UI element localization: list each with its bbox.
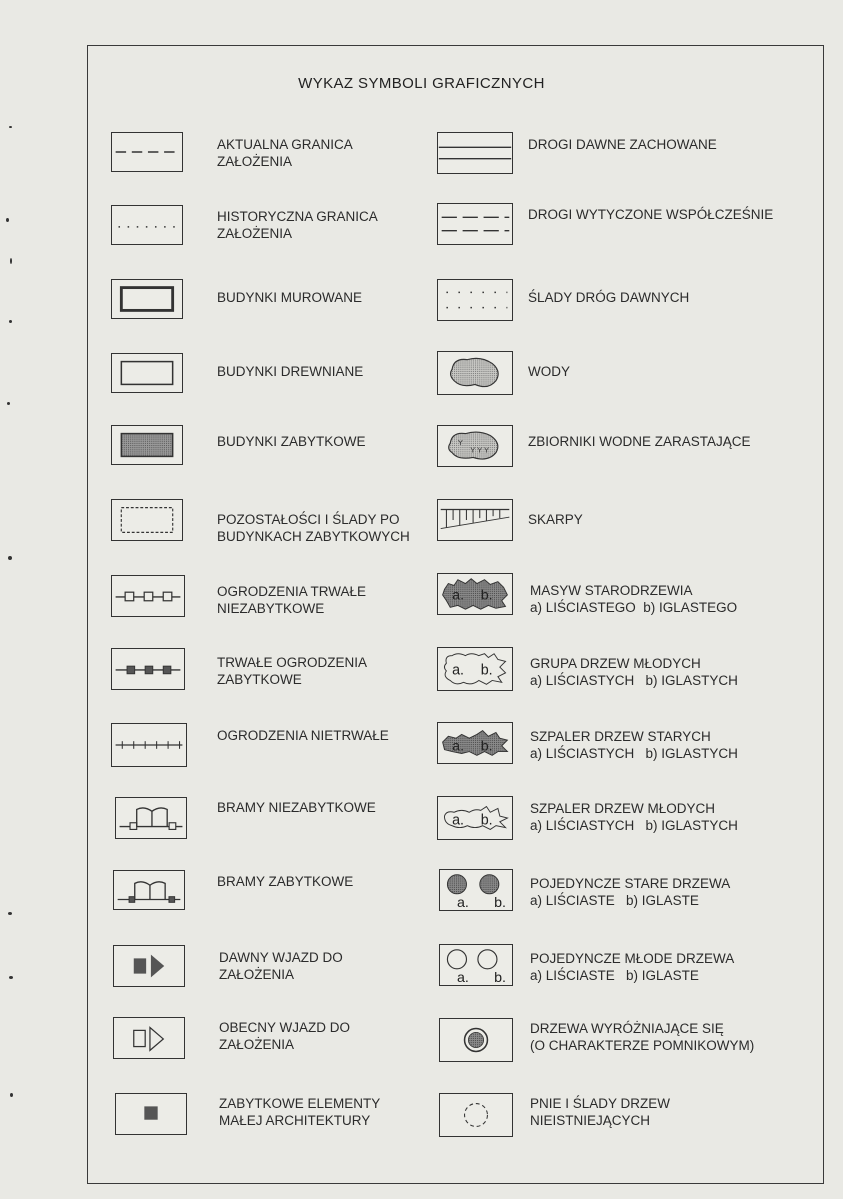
svg-text:b.: b. <box>494 895 507 910</box>
legend-label: ZBIORNIKI WODNE ZARASTAJĄCE <box>528 434 751 449</box>
legend-label: WODY <box>528 364 570 379</box>
scan-speck <box>8 556 12 560</box>
legend-label: BRAMY NIEZABYTKOWE <box>217 800 376 815</box>
svg-text:a.: a. <box>452 738 465 755</box>
svg-text:a.: a. <box>452 587 465 604</box>
small-architecture-icon <box>115 1093 187 1135</box>
svg-text:b.: b. <box>494 970 507 985</box>
legend-label: BUDYNKI DREWNIANE <box>217 364 364 379</box>
legend-label: DRZEWA WYRÓŻNIAJĄCE SIĘ (O CHARAKTERZE POMNIKOWYM) <box>530 1021 755 1053</box>
current-entrance-icon <box>113 1017 185 1059</box>
svg-text:a.: a. <box>452 662 465 679</box>
legend-label: POZOSTAŁOŚCI I ŚLADY PO BUDYNKACH ZABYTKOWYCH <box>217 512 410 544</box>
scan-speck <box>8 912 12 915</box>
dotted-boundary-icon <box>111 205 183 245</box>
scan-speck <box>9 976 13 979</box>
legend-label: DROGI DAWNE ZACHOWANE <box>528 137 717 152</box>
gate-icon <box>115 797 187 839</box>
old-stand-icon <box>437 573 513 615</box>
legend-label: SZPALER DRZEW MŁODYCH a) LIŚCIASTYCH b) IGLASTYCH <box>530 801 738 833</box>
scan-speck <box>10 1093 13 1097</box>
monument-tree-icon <box>439 1018 513 1062</box>
legend-label: AKTUALNA GRANICA ZAŁOŻENIA <box>217 137 353 169</box>
legend-label: BUDYNKI ZABYTKOWE <box>217 434 366 449</box>
legend-label: TRWAŁE OGRODZENIA ZABYTKOWE <box>217 655 368 687</box>
wooden-building-icon <box>111 353 183 393</box>
overgrown-pond-icon <box>437 425 513 467</box>
scan-speck <box>7 402 10 405</box>
svg-text:a.: a. <box>452 812 465 829</box>
road-traces-icon <box>437 279 513 321</box>
single-old-tree-icon <box>439 869 513 911</box>
historic-gate-icon <box>113 870 185 910</box>
legend-label: GRUPA DRZEW MŁODYCH a) LIŚCIASTYCH b) IGLASTYCH <box>530 656 738 688</box>
water-icon <box>437 351 513 395</box>
masonry-building-icon <box>111 279 183 319</box>
legend-label: DAWNY WJAZD DO ZAŁOŻENIA <box>219 950 343 982</box>
legend-label: MASYW STARODRZEWIA a) LIŚCIASTEGO b) IGLASTEGO <box>530 583 738 615</box>
legend-label: OGRODZENIA TRWAŁE NIEZABYTKOWE <box>217 584 367 616</box>
historic-fence-icon <box>111 648 185 690</box>
legend-label: ZABYTKOWE ELEMENTY MAŁEJ ARCHITEKTURY <box>219 1096 381 1128</box>
svg-text:b.: b. <box>480 662 493 679</box>
historic-building-icon <box>111 425 183 465</box>
former-entrance-icon <box>113 945 185 987</box>
scan-speck <box>10 258 12 264</box>
svg-text:Y Y Y: Y Y Y <box>470 445 490 455</box>
legend-label: POJEDYNCZE MŁODE DRZEWA a) LIŚCIASTE b) IGLASTE <box>530 951 735 983</box>
scan-speck <box>9 320 12 323</box>
legend-label: PNIE I ŚLADY DRZEW NIEISTNIEJĄCYCH <box>530 1096 671 1128</box>
svg-text:b.: b. <box>480 738 493 755</box>
svg-text:a.: a. <box>456 895 469 910</box>
legend-label: POJEDYNCZE STARE DRZEWA a) LIŚCIASTE b) IGLASTE <box>530 876 731 908</box>
old-road-icon <box>437 132 513 174</box>
young-row-icon <box>437 796 513 840</box>
legend-label: SZPALER DRZEW STARYCH a) LIŚCIASTYCH b) IGLASTYCH <box>530 729 738 761</box>
single-young-tree-icon <box>439 944 513 986</box>
tree-stump-icon <box>439 1093 513 1137</box>
legend-title: WYKAZ SYMBOLI GRAFICZNYCH <box>298 75 545 92</box>
svg-text:Y: Y <box>457 438 463 448</box>
scan-speck <box>9 126 12 128</box>
legend-label: BUDYNKI MUROWANE <box>217 290 363 305</box>
legend-label: OGRODZENIA NIETRWAŁE <box>217 728 389 743</box>
legend-label: HISTORYCZNA GRANICA ZAŁOŻENIA <box>217 209 378 241</box>
old-row-icon <box>437 722 513 764</box>
legend-label: SKARPY <box>528 512 583 527</box>
permanent-fence-icon <box>111 575 185 617</box>
escarpment-icon <box>437 499 513 541</box>
new-road-icon <box>437 203 513 245</box>
legend-label: BRAMY ZABYTKOWE <box>217 874 354 889</box>
dashed-boundary-icon <box>111 132 183 172</box>
svg-text:b.: b. <box>480 812 493 829</box>
temporary-fence-icon <box>111 723 187 767</box>
legend-label: OBECNY WJAZD DO ZAŁOŻENIA <box>219 1020 351 1052</box>
legend-label: ŚLADY DRÓG DAWNYCH <box>528 290 690 305</box>
svg-text:b.: b. <box>480 587 493 604</box>
young-group-icon <box>437 647 513 691</box>
legend-label: DROGI WYTYCZONE WSPÓŁCZEŚNIE <box>528 207 774 222</box>
scan-speck <box>6 218 9 222</box>
svg-text:a.: a. <box>456 970 469 985</box>
building-remains-icon <box>111 499 183 541</box>
